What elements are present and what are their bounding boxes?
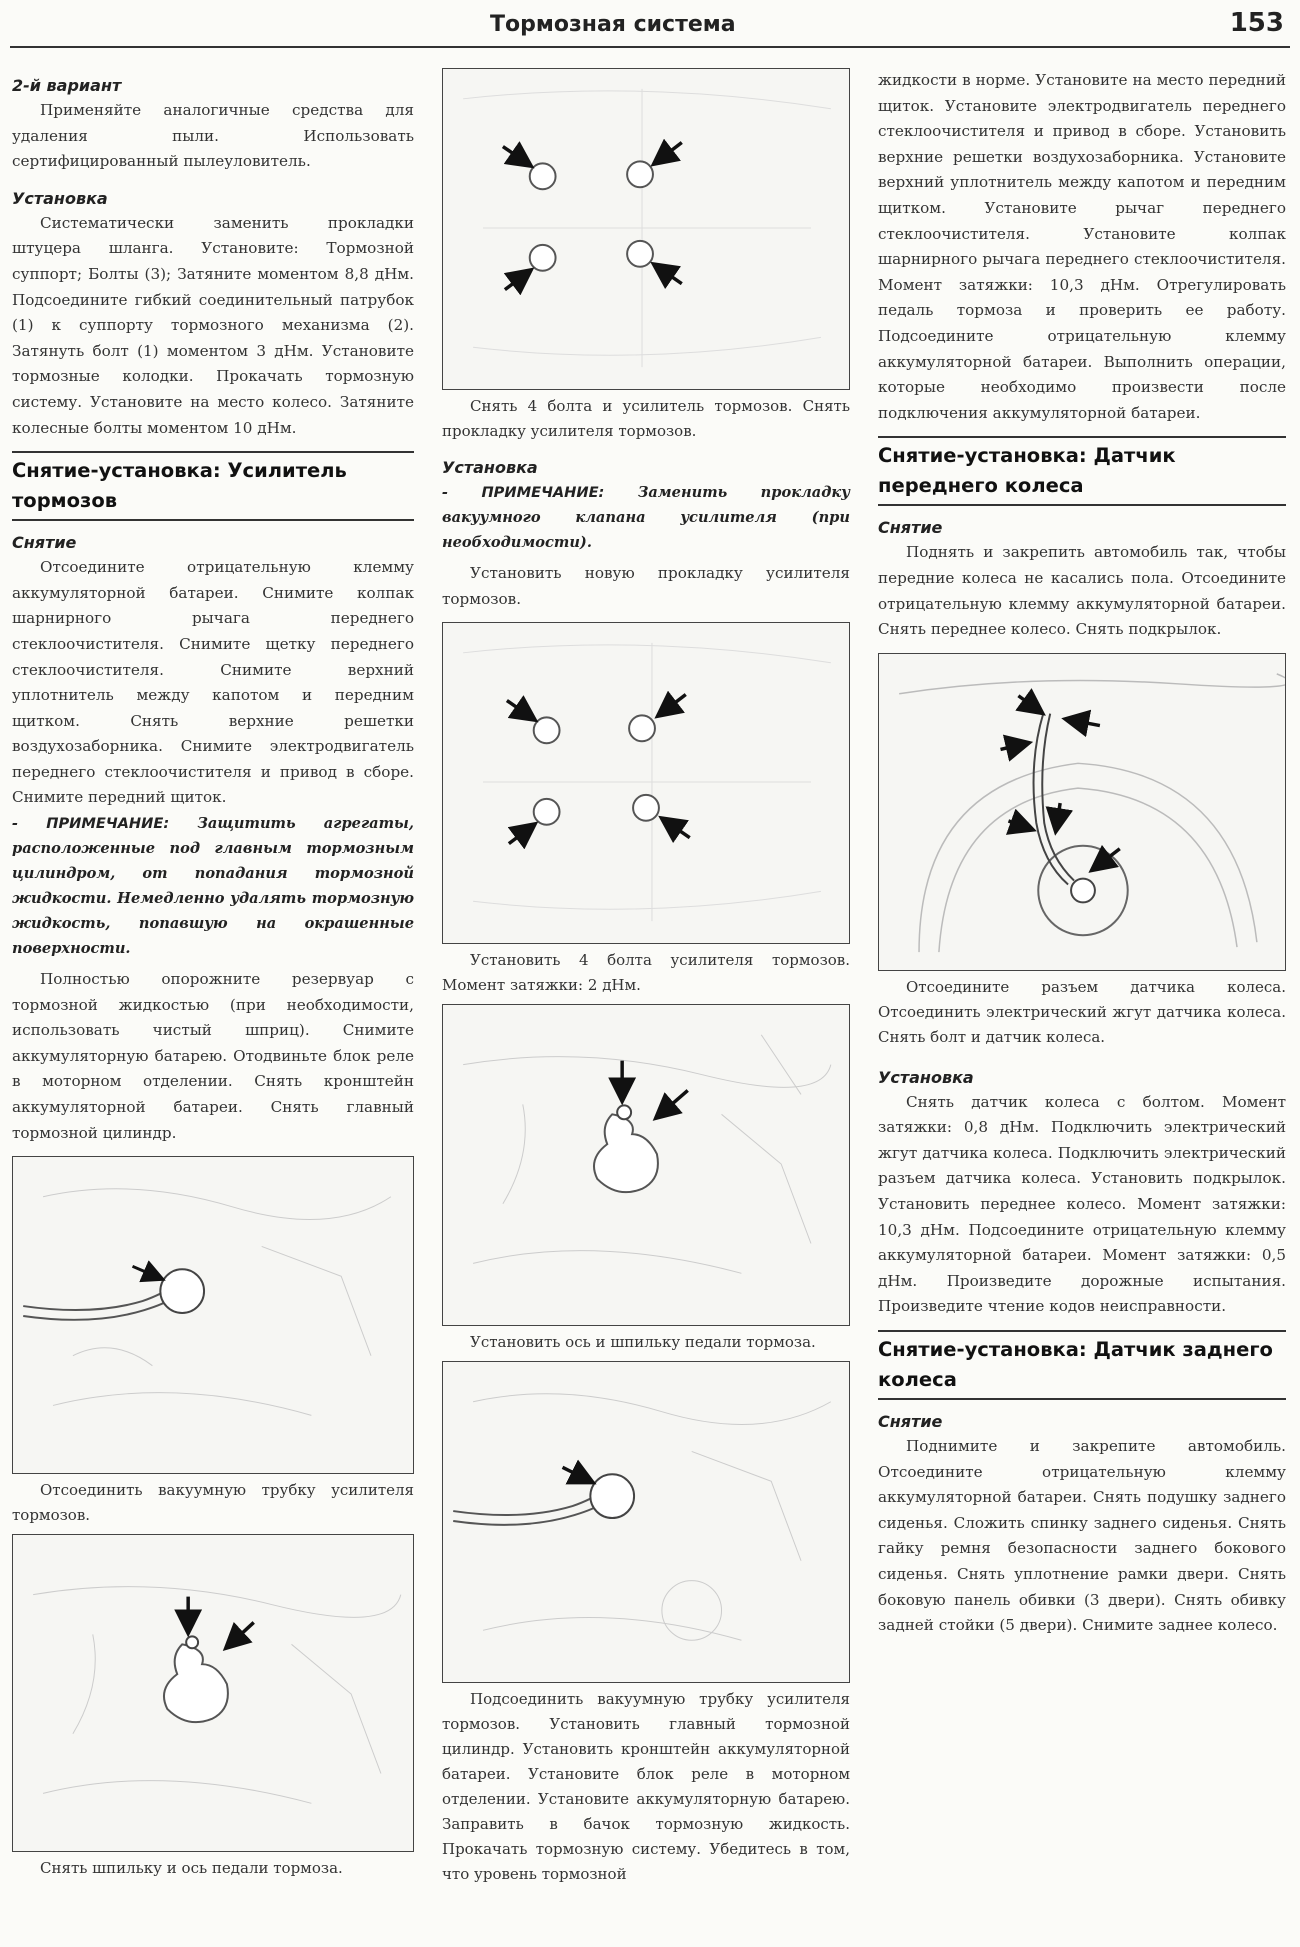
removal-heading: Снятие (12, 533, 77, 553)
figure-install-pedal-pin (442, 1004, 850, 1326)
removal-text: Отсоедините отрицательную клемму аккумуляторной батареи. Снимите колпак шарнирного рычага переднего стеклоочистителя. Снимите щетку переднего стеклоочистителя. Снимите верхний уплотнитель между капотом и передним щитком. Снять верхние решетки воздухозаборника. Снимите электродвигатель переднего стеклоочистителя и привод в сборе. Снимите передний щиток. (12, 558, 414, 807)
install-bolts-illustration (443, 623, 849, 943)
connect-vacuum-tube-illustration (443, 1362, 849, 1682)
caption-install-bolts: Установить 4 болта усилителя тормозов. Момент затяжки: 2 дНм. (442, 951, 850, 995)
note-label: - ПРИМЕЧАНИЕ: (12, 815, 170, 833)
column-3 (878, 68, 1286, 1639)
booster-bolts-illustration (443, 69, 849, 389)
column-2 (442, 68, 850, 1887)
paragraph-continued: жидкости в норме. Установите на место передний щиток. Установите электродвигатель переднего стеклоочистителя и привод в сборе. Установить верхние решетки воздухозаборника. Установите верхний уплотнитель между капотом и передним щитком. Установите рычаг переднего стеклоочистителя. Установите колпак шарнирного рычага переднего стеклоочистителя. Момент затяжки: 10,3 дНм. Отрегулировать педаль тормоза и проверить ее работу. Подсоедините отрицательную клемму аккумуляторной батареи. Выполнить операции, которые необходимо произвести после подключения аккумуляторной батареи. (878, 71, 1286, 422)
caption-front-sensor: Отсоедините разъем датчика колеса. Отсоединить электрический жгут датчика колеса. Снять болт и датчик колеса. (878, 977, 1286, 1046)
section-title-rear-sensor: Снятие-установка: Датчик заднего колеса (878, 1330, 1286, 1400)
caption-remove-bolts: Снять 4 болта и усилитель тормозов. Снять прокладку усилителя тормозов. (442, 397, 850, 440)
caption-connect-vacuum-tube: Подсоединить вакуумную трубку усилителя тормозов. Установить главный тормозной цилиндр. Установить кронштейн аккумуляторной батареи. Установите блок реле в моторном отделении. Установите аккумуляторную батарею. Заправить в бачок тормозную жидкость. Прокачать тормозную систему. Убедитесь в том, что уровень тормозной (442, 1690, 850, 1884)
note-block-2 (442, 480, 850, 555)
figure-connect-vacuum-tube (442, 1361, 850, 1683)
install-heading: Установка (12, 188, 108, 208)
figure-install-bolts (442, 622, 850, 944)
install-pedal-pin-illustration (443, 1005, 849, 1325)
caption-pedal-pin: Снять шпильку и ось педали тормоза. (40, 1859, 343, 1878)
install-heading-front: Установка (878, 1067, 974, 1087)
pedal-pin-illustration (13, 1535, 413, 1851)
install-text-front: Снять датчик колеса с болтом. Момент затяжки: 0,8 дНм. Подключить электрический жгут датчика колеса. Подключить электрический разъем датчика колеса. Установить подкрылок. Установить переднее колесо. Момент затяжки: 10,3 дНм. Подсоедините отрицательную клемму аккумуляторной батареи. Момент затяжки: 0,5 дНм. Произведите дорожные испытания. Произведите чтение кодов неисправности. (878, 1092, 1286, 1316)
page-title: Тормозная система (490, 12, 736, 37)
install-text: Систематически заменить прокладки штуцера шланга. Установите: Тормозной суппорт; Болты (3); Затяните моментом 8,8 дНм. Подсоедините гибкий соединительный патрубок (1) к суппорту тормозного механизма (2). Затянуть болт (1) моментом 3 дНм. Установите тормозные колодки. Прокачать тормозную систему. Установите на место колесо. Затяните колесные болты моментом 10 дНм. (12, 213, 414, 437)
section-title-front-sensor: Снятие-установка: Датчик переднего колеса (878, 436, 1286, 506)
variant-text: Применяйте аналогичные средства для удаления пыли. Использовать сертифицированный пылеуловитель. (12, 101, 414, 171)
figure-front-wheel-sensor (878, 653, 1286, 971)
removal-text-rear: Поднимите и закрепите автомобиль. Отсоедините отрицательную клемму аккумуляторной батареи. Снять подушку заднего сиденья. Сложить спинку заднего сиденья. Снять гайку ремня безопасности заднего бокового сиденья. Снять уплотнение рамки двери. Снять боковую панель обивки (3 двери). Снять обивку задней стойки (5 двери). Снимите заднее колесо. (878, 1437, 1286, 1635)
page-header (10, 8, 1290, 48)
section-title-brake-booster: Снятие-установка: Усилитель тормозов (12, 451, 414, 521)
caption-install-pedal-pin: Установить ось и шпильку педали тормоза. (470, 1333, 816, 1352)
figure-booster-bolts (442, 68, 850, 390)
removal-heading-rear: Снятие (878, 1412, 943, 1432)
note-block (12, 811, 414, 961)
removal-text-front: Поднять и закрепить автомобиль так, чтобы передние колеса не касались пола. Отсоедините отрицательную клемму аккумуляторной батареи. Снять переднее колесо. Снять подкрылок. (878, 543, 1286, 639)
page-number: 153 (1229, 8, 1284, 38)
figure-pedal-pin (12, 1534, 414, 1852)
note-label-2: - ПРИМЕЧАНИЕ: (442, 484, 605, 501)
column-1 (12, 68, 414, 1881)
figure-vacuum-tube (12, 1156, 414, 1474)
variant-heading: 2-й вариант (12, 76, 122, 95)
note-text: Защитить агрегаты, расположенные под главным тормозным цилиндром, от попадания тормозной жидкости. Немедленно удалять тормозную жидкость, попавшую на окрашенные поверхности. (12, 815, 414, 958)
front-wheel-sensor-illustration (879, 654, 1285, 970)
paragraph-new-gasket: Установить новую прокладку усилителя тормозов. (442, 564, 850, 608)
caption-vacuum-tube: Отсоединить вакуумную трубку усилителя тормозов. (12, 1481, 414, 1525)
removal-heading-front: Снятие (878, 518, 943, 538)
paragraph-drain: Полностью опорожните резервуар с тормозной жидкостью (при необходимости, использовать чистый шприц). Снимите аккумуляторную батарею. Отодвиньте блок реле в моторном отделении. Снять кронштейн аккумуляторной батареи. Снять главный тормозной цилиндр. (12, 970, 414, 1142)
note-text-2: Заменить прокладку вакуумного клапана усилителя (при необходимости). (442, 484, 850, 551)
install-heading-2: Установка (442, 458, 538, 477)
vacuum-tube-illustration (13, 1157, 413, 1473)
